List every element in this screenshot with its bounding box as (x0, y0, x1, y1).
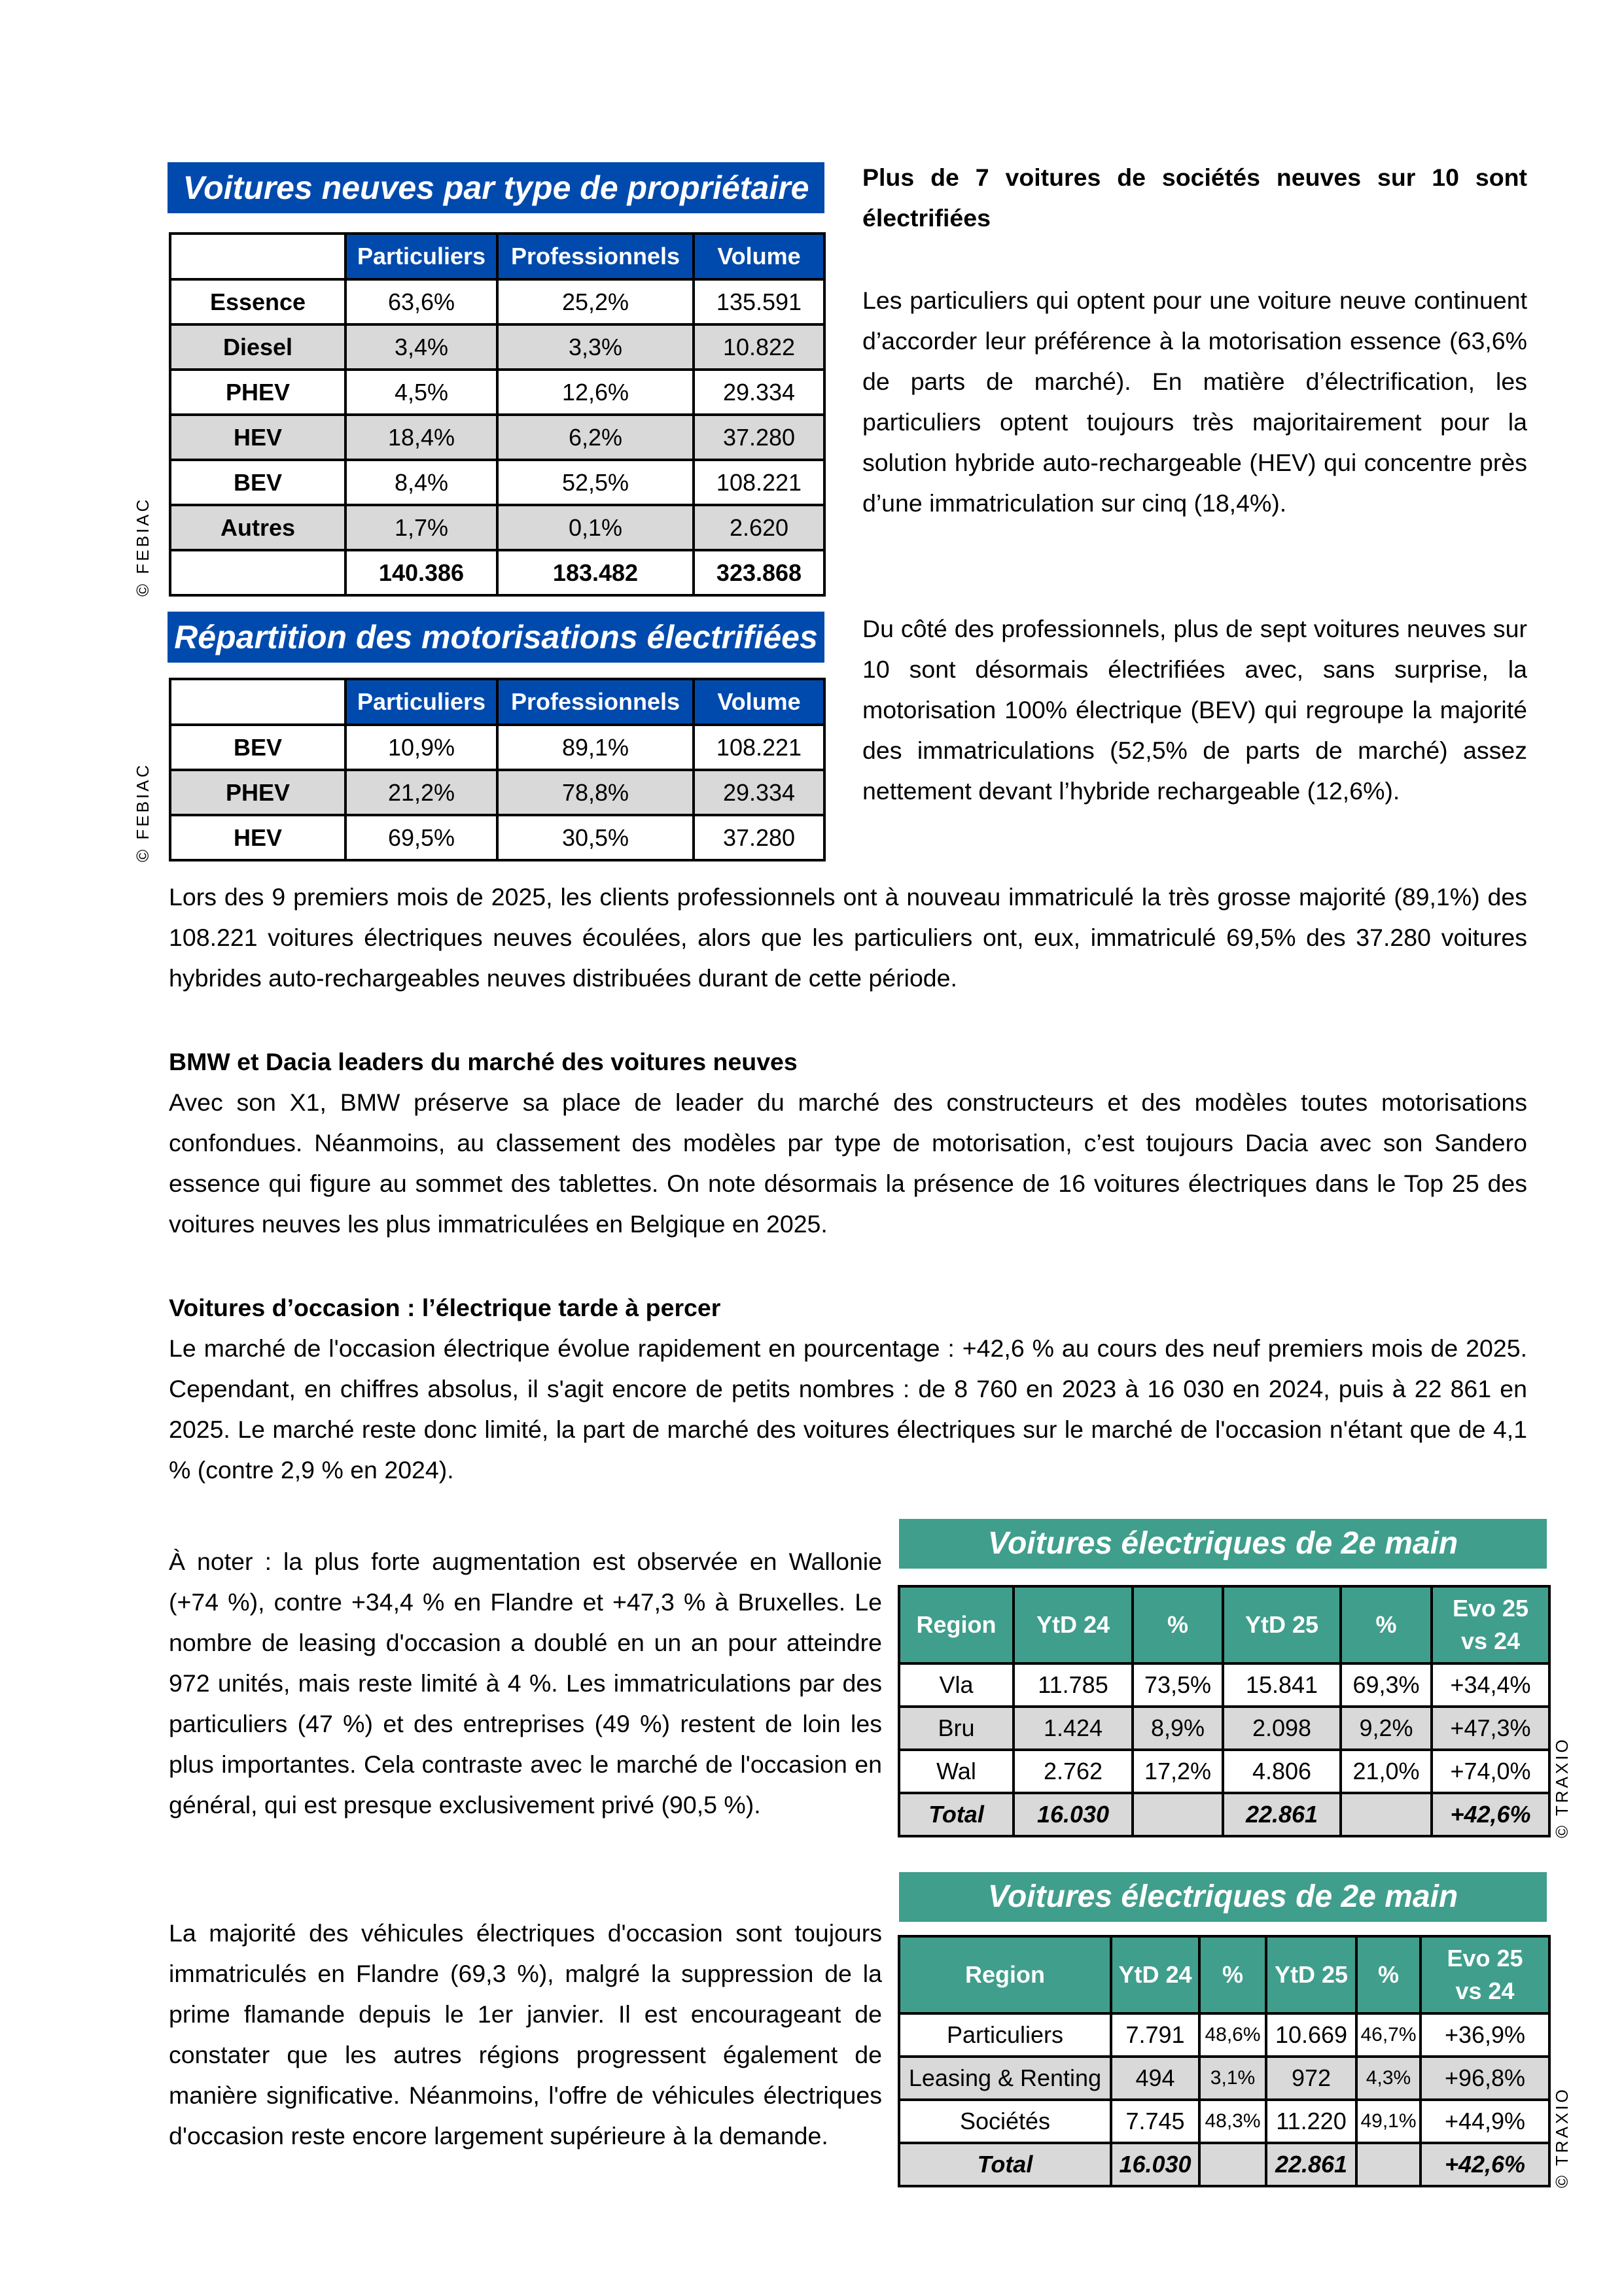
row-label: Diesel (170, 324, 345, 370)
section3-paragraph-1: Le marché de l'occasion électrique évolue rapidement en pourcentage : +42,6 % au cours des neuf premiers mois de 2025. Cependant, en chiffres absolus, il s'agit encore de petits nombres : de 8 760 en 2023 à 16 030 en 2024, puis à 22 861 en 2025. Le marché reste donc limité, la part de marché des voitures électriques sur le marché de l'occasion n'étant que de 4,1 % (contre 2,9 % en 2024). (169, 1334, 1527, 1484)
header-pct25: % (1341, 1586, 1432, 1663)
total-volume: 323.868 (694, 550, 824, 595)
cell-ytd24: 2.762 (1014, 1750, 1133, 1793)
row-label: Essence (170, 279, 345, 324)
cell-professionnels: 52,5% (497, 460, 694, 505)
header-ytd25: YtD 25 (1266, 1936, 1356, 2013)
header-ytd24: YtD 24 (1111, 1936, 1199, 2013)
cell-particuliers: 8,4% (345, 460, 497, 505)
section3-paragraph-2: À noter : la plus forte augmentation est observée en Wallonie (+74 %), contre +34,4 % en Flandre et +47,3 % à Bruxelles. Le nombre de leasing d'occasion a doublé en un an pour atteindre 972 unités, mais reste limité à 4 %. Les immatriculations par des particuliers (47 %) et des entreprises (49 %) restent de loin les plus importantes. Cela contraste avec le marché de l'occasion en général, qui est presque exclusivement privé (90,5 %). (169, 1548, 882, 1818)
used-ev-by-region-table (898, 1585, 1551, 1837)
header-pct24: % (1133, 1586, 1223, 1663)
cell-pct24: 48,6% (1199, 2013, 1266, 2057)
header-volume: Volume (694, 234, 824, 279)
table-row (170, 279, 824, 324)
table-row (170, 460, 824, 505)
cell-pct25: 69,3% (1341, 1663, 1432, 1707)
cell-ytd24: 7.791 (1111, 2013, 1199, 2057)
row-label: Autres (170, 505, 345, 550)
table-row (170, 415, 824, 460)
cell-pct24: 48,3% (1199, 2100, 1266, 2143)
row-label: Bru (899, 1707, 1014, 1750)
table-row (170, 725, 824, 770)
table-row (899, 1750, 1549, 1793)
cell-ytd24: 494 (1111, 2057, 1199, 2100)
cell-particuliers: 1,7% (345, 505, 497, 550)
table-row (899, 2100, 1549, 2143)
row-label: HEV (170, 415, 345, 460)
table-row (170, 770, 824, 815)
traxio-credit: © TRAXIO (1552, 2087, 1572, 2188)
cell-pct24: 8,9% (1133, 1707, 1223, 1750)
cell-evo: +74,0% (1432, 1750, 1549, 1793)
cell-particuliers: 69,5% (345, 815, 497, 860)
cell-volume: 135.591 (694, 279, 824, 324)
cell-professionnels: 25,2% (497, 279, 694, 324)
section1-paragraph-1: Les particuliers qui optent pour une voiture neuve continuent d’accorder leur préférence à la motorisation essence (63,6% de parts de marché). En matière d’électrification, les particuliers optent toujours très majoritairement pour la solution hybride auto-rechargeable (HEV) qui concentre près d’une immatriculation sur cinq (18,4%). (862, 287, 1527, 517)
cell-volume: 29.334 (694, 770, 824, 815)
total-ytd25: 22.861 (1266, 2143, 1356, 2186)
table-row (899, 1707, 1549, 1750)
cell-ytd25: 10.669 (1266, 2013, 1356, 2057)
used-ev-by-owner-table (898, 1935, 1551, 2187)
total-ytd25: 22.861 (1223, 1793, 1341, 1836)
table-total-row (170, 550, 824, 595)
table-total-row (899, 1793, 1549, 1836)
cell-pct24: 3,1% (1199, 2057, 1266, 2100)
header-evo: Evo 25 vs 24 (1432, 1586, 1549, 1663)
header-volume: Volume (694, 679, 824, 725)
header-professionnels: Professionnels (497, 679, 694, 725)
cell-particuliers: 10,9% (345, 725, 497, 770)
section1-paragraph-3: Lors des 9 premiers mois de 2025, les clients professionnels ont à nouveau immatriculé la très grosse majorité (89,1%) des 108.221 voitures électriques neuves écoulées, alors que les particuliers ont, eux, immatriculé 69,5% des 37.280 voitures hybrides auto-rechargeables neuves distribuées durant de cette période. (169, 883, 1527, 992)
cell-volume: 108.221 (694, 725, 824, 770)
cell-pct25: 4,3% (1356, 2057, 1421, 2100)
total-evo: +42,6% (1421, 2143, 1549, 2186)
cell-ytd25: 4.806 (1223, 1750, 1341, 1793)
table-row (899, 1663, 1549, 1707)
section1-heading: Plus de 7 voitures de sociétés neuves sur 10 sont électrifiées (862, 164, 1527, 232)
cell-particuliers: 18,4% (345, 415, 497, 460)
header-evo: Evo 25 vs 24 (1421, 1936, 1549, 2013)
row-label (170, 550, 345, 595)
cell-pct24: 73,5% (1133, 1663, 1223, 1707)
cell-volume: 37.280 (694, 415, 824, 460)
total-professionnels: 183.482 (497, 550, 694, 595)
row-label: Sociétés (899, 2100, 1111, 2143)
cell-professionnels: 12,6% (497, 370, 694, 415)
cell-volume: 29.334 (694, 370, 824, 415)
cell-volume: 108.221 (694, 460, 824, 505)
cell-professionnels: 0,1% (497, 505, 694, 550)
cell-volume: 2.620 (694, 505, 824, 550)
row-label: Vla (899, 1663, 1014, 1707)
section3-paragraph-3: La majorité des véhicules électriques d'occasion sont toujours immatriculés en Flandre (69,3 %), malgré la suppression de la prime flamande depuis le 1er janvier. Il est encourageant de constater que les autres régions progressent également de manière significative. Néanmoins, l'offre de véhicules électriques d'occasion reste encore largement supérieure à la demande. (169, 1919, 882, 2149)
row-label: Total (899, 2143, 1111, 2186)
header-region: Region (899, 1586, 1014, 1663)
cell-pct25: 49,1% (1356, 2100, 1421, 2143)
cell-particuliers: 21,2% (345, 770, 497, 815)
total-ytd24: 16.030 (1014, 1793, 1133, 1836)
header-particuliers: Particuliers (345, 234, 497, 279)
row-label: HEV (170, 815, 345, 860)
cell-ytd25: 11.220 (1266, 2100, 1356, 2143)
row-label: Particuliers (899, 2013, 1111, 2057)
cell-pct25: 9,2% (1341, 1707, 1432, 1750)
table-title-electrified-split: Répartition des motorisations électrifiées (168, 612, 824, 663)
header-particuliers: Particuliers (345, 679, 497, 725)
section2-paragraph-1: Avec son X1, BMW préserve sa place de leader du marché des constructeurs et des modèles toutes motorisations confondues. Néanmoins, au classement des modèles par type de motorisation, c’est toujours Dacia avec son Sandero essence qui figure au sommet des tablettes. On note désormais la présence de 16 voitures électriques dans le Top 25 des voitures neuves les plus immatriculées en Belgique en 2025. (169, 1088, 1527, 1238)
electrified-split-table (169, 678, 826, 861)
cell-evo: +44,9% (1421, 2100, 1549, 2143)
cell-professionnels: 89,1% (497, 725, 694, 770)
table-header-row (899, 1586, 1549, 1663)
cell-volume: 10.822 (694, 324, 824, 370)
table-header-row (170, 679, 824, 725)
total-pct25 (1341, 1793, 1432, 1836)
table-row (899, 2013, 1549, 2057)
row-label: BEV (170, 725, 345, 770)
table-title-new-cars-by-owner: Voitures neuves par type de propriétaire (168, 162, 824, 213)
table-header-row (899, 1936, 1549, 2013)
row-label: PHEV (170, 770, 345, 815)
cell-evo: +47,3% (1432, 1707, 1549, 1750)
cell-professionnels: 3,3% (497, 324, 694, 370)
cell-ytd25: 2.098 (1223, 1707, 1341, 1750)
cell-particuliers: 63,6% (345, 279, 497, 324)
cell-pct24: 17,2% (1133, 1750, 1223, 1793)
section2-heading: BMW et Dacia leaders du marché des voitures neuves (169, 1048, 798, 1075)
table-row (170, 505, 824, 550)
total-pct25 (1356, 2143, 1421, 2186)
total-ytd24: 16.030 (1111, 2143, 1199, 2186)
row-label: BEV (170, 460, 345, 505)
cell-particuliers: 4,5% (345, 370, 497, 415)
cell-professionnels: 30,5% (497, 815, 694, 860)
total-evo: +42,6% (1432, 1793, 1549, 1836)
table-row (170, 324, 824, 370)
table-row (170, 815, 824, 860)
febiac-credit: © FEBIAC (133, 762, 152, 862)
cell-professionnels: 6,2% (497, 415, 694, 460)
header-pct25: % (1356, 1936, 1421, 2013)
header-pct24: % (1199, 1936, 1266, 2013)
header-region: Region (899, 1936, 1111, 2013)
section1-paragraph-2: Du côté des professionnels, plus de sept voitures neuves sur 10 sont désormais électrifiées avec, sans surprise, la motorisation 100% électrique (BEV) qui regroupe la majorité des immatriculations (52,5% de parts de marché) assez nettement devant l’hybride rechargeable (12,6%). (862, 615, 1527, 805)
total-pct24 (1133, 1793, 1223, 1836)
header-professionnels: Professionnels (497, 234, 694, 279)
cell-ytd25: 15.841 (1223, 1663, 1341, 1707)
cell-ytd24: 1.424 (1014, 1707, 1133, 1750)
cell-ytd24: 7.745 (1111, 2100, 1199, 2143)
table-title-used-ev-by-region: Voitures électriques de 2e main (899, 1519, 1547, 1569)
section3-heading: Voitures d’occasion : l’électrique tarde à percer (169, 1294, 721, 1321)
cell-evo: +36,9% (1421, 2013, 1549, 2057)
new-cars-by-owner-table (169, 232, 826, 597)
cell-professionnels: 78,8% (497, 770, 694, 815)
total-particuliers: 140.386 (345, 550, 497, 595)
table-row (899, 2057, 1549, 2100)
total-pct24 (1199, 2143, 1266, 2186)
table-title-used-ev-by-owner: Voitures électriques de 2e main (899, 1872, 1547, 1922)
cell-evo: +96,8% (1421, 2057, 1549, 2100)
cell-evo: +34,4% (1432, 1663, 1549, 1707)
row-label: PHEV (170, 370, 345, 415)
cell-volume: 37.280 (694, 815, 824, 860)
row-label: Wal (899, 1750, 1014, 1793)
row-label: Leasing & Renting (899, 2057, 1111, 2100)
table-total-row (899, 2143, 1549, 2186)
cell-ytd24: 11.785 (1014, 1663, 1133, 1707)
header-blank (170, 679, 345, 725)
traxio-credit: © TRAXIO (1552, 1737, 1572, 1838)
table-row (170, 370, 824, 415)
header-blank (170, 234, 345, 279)
header-ytd24: YtD 24 (1014, 1586, 1133, 1663)
cell-pct25: 21,0% (1341, 1750, 1432, 1793)
cell-pct25: 46,7% (1356, 2013, 1421, 2057)
cell-particuliers: 3,4% (345, 324, 497, 370)
table-header-row (170, 234, 824, 279)
febiac-credit: © FEBIAC (133, 496, 152, 597)
row-label: Total (899, 1793, 1014, 1836)
cell-ytd25: 972 (1266, 2057, 1356, 2100)
header-ytd25: YtD 25 (1223, 1586, 1341, 1663)
